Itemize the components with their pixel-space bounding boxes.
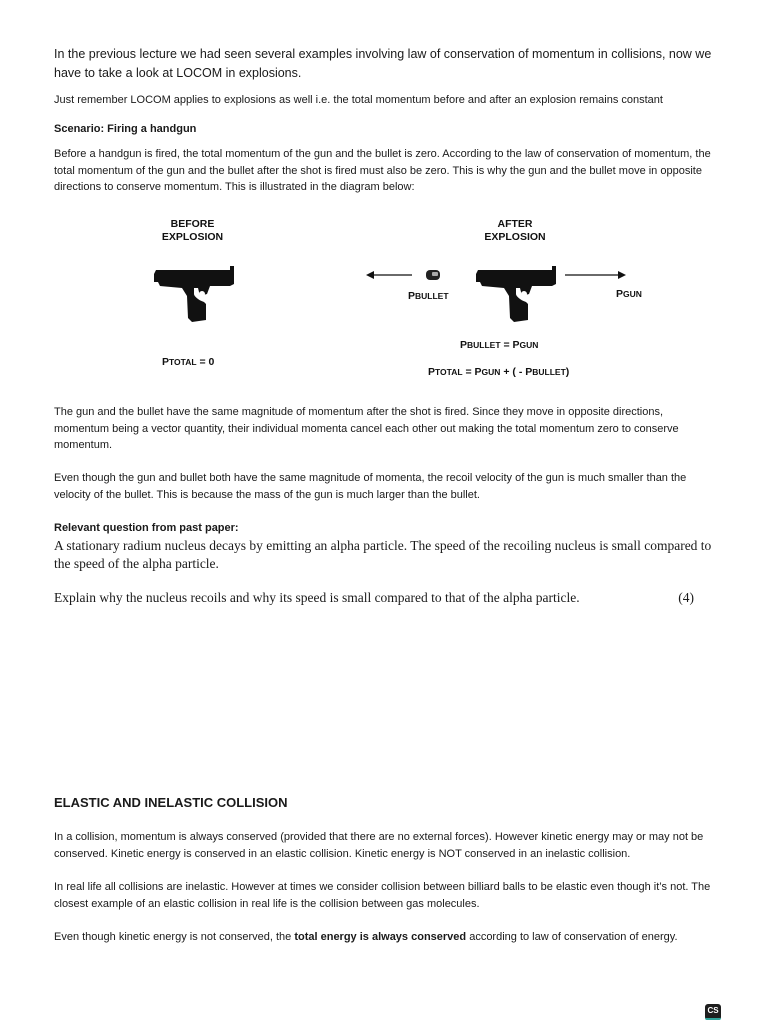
gun-bullet-diagram [140,212,660,387]
bullet-direction-arrow [366,271,412,279]
close-paren: ) [565,366,570,378]
equals-sign: = [500,339,513,351]
question-stem: A stationary radium nucleus decays by emitting an alpha particle. The speed of the recoiling nucleus is small compared to the speed of the alpha particle. [54,538,712,571]
bullet-subscript: BULLET [415,291,449,301]
bullet-icon [426,270,440,280]
recoil-paragraph: Even though the gun and bullet both have the same magnitude of momenta, the recoil velocity of the gun is much smaller than the velocity of the bullet. This is because the mass of the gun is much larger than the bullet. [54,472,687,501]
camscanner-badge: CS [705,1004,721,1020]
gun-subscript: GUN [519,340,539,350]
magnitude-paragraph: The gun and the bullet have the same magnitude of momentum after the shot is fired. Since they move in opposite directions, momentum being a vector quantity, their individual momenta cancel each other out making the total momentum zero to conserve momentum. [54,406,679,451]
collision-paragraph-1: In a collision, momentum is always conserved (provided that there are no external forces). However kinetic energy may or may not be conserved. Kinetic energy is conserved in an elastic collision. Kinetic energy is NOT conserved in an inelastic collision. [54,831,704,860]
handgun-after-icon [476,266,556,322]
p-gun-label [616,288,642,300]
p-symbol: P [428,366,436,378]
collision-paragraph-2: In real life all collisions are inelastic. However at times we consider collision between billiard balls to be elastic even though it’s not. The closest example of an elastic collision in real life is the collision between gas molecules. [54,881,711,910]
question-prompt-row [54,589,694,607]
diagram-graphics [140,212,660,387]
momentum-equality-formula [460,339,538,351]
p-symbol: P [460,339,468,351]
after-label-line2: EXPLOSION [484,231,546,243]
total-subscript: TOTAL [169,357,197,367]
past-paper-heading: Relevant question from past paper: [54,522,239,534]
bullet-subscript: BULLET [467,340,501,350]
scenario-heading: Scenario: Firing a handgun [54,123,197,135]
equals-zero: = 0 [196,356,215,368]
before-fire-paragraph: Before a handgun is fired, the total momentum of the gun and the bullet is zero. According to the law of conservation of momentum, the total momentum of the gun and the bullet after the shot is fired must also be zero. This is why the gun and the bullet move in opposite directions to conserve momentum. This is illustrated in the diagram below: [54,148,711,193]
p-total-before [162,356,214,368]
before-label-line1: BEFORE [170,218,215,230]
total-momentum-formula [428,366,569,378]
p3-before: Even though kinetic energy is not conserved, the [54,931,295,943]
p-symbol: P [162,356,170,368]
after-label-line1: AFTER [497,218,533,230]
intro-paragraph: In the previous lecture we had seen several examples involving law of conservation of momentum in collisions, now we have to take a look at LOCOM in explosions. [54,47,712,80]
before-label-line2: EXPLOSION [161,231,224,243]
p-symbol: P [525,366,533,378]
p-symbol: P [408,290,416,302]
total-subscript: TOTAL [435,367,463,377]
section-title: ELASTIC AND INELASTIC COLLISION [54,795,288,810]
p-symbol: P [512,339,520,351]
p-bullet-label [408,290,449,302]
collision-paragraph-3 [54,929,714,946]
p-symbol: P [474,366,482,378]
bullet-subscript: BULLET [532,367,566,377]
p3-after: according to law of conservation of energy. [466,931,678,943]
question-prompt: Explain why the nucleus recoils and why its speed is small compared to that of the alpha particle. [54,590,580,605]
reminder-paragraph: Just remember LOCOM applies to explosions as well i.e. the total momentum before and after an explosion remains constant [54,94,663,106]
handgun-before-icon [154,266,234,322]
p3-bold: total energy is always conserved [294,931,467,943]
plus-negative: + ( - [500,366,526,378]
equals-sign: = [462,366,475,378]
gun-subscript: GUN [623,289,642,299]
gun-subscript: GUN [481,367,501,377]
gun-direction-arrow [565,271,626,279]
p-symbol: P [616,288,624,300]
question-marks: (4) [678,590,694,605]
